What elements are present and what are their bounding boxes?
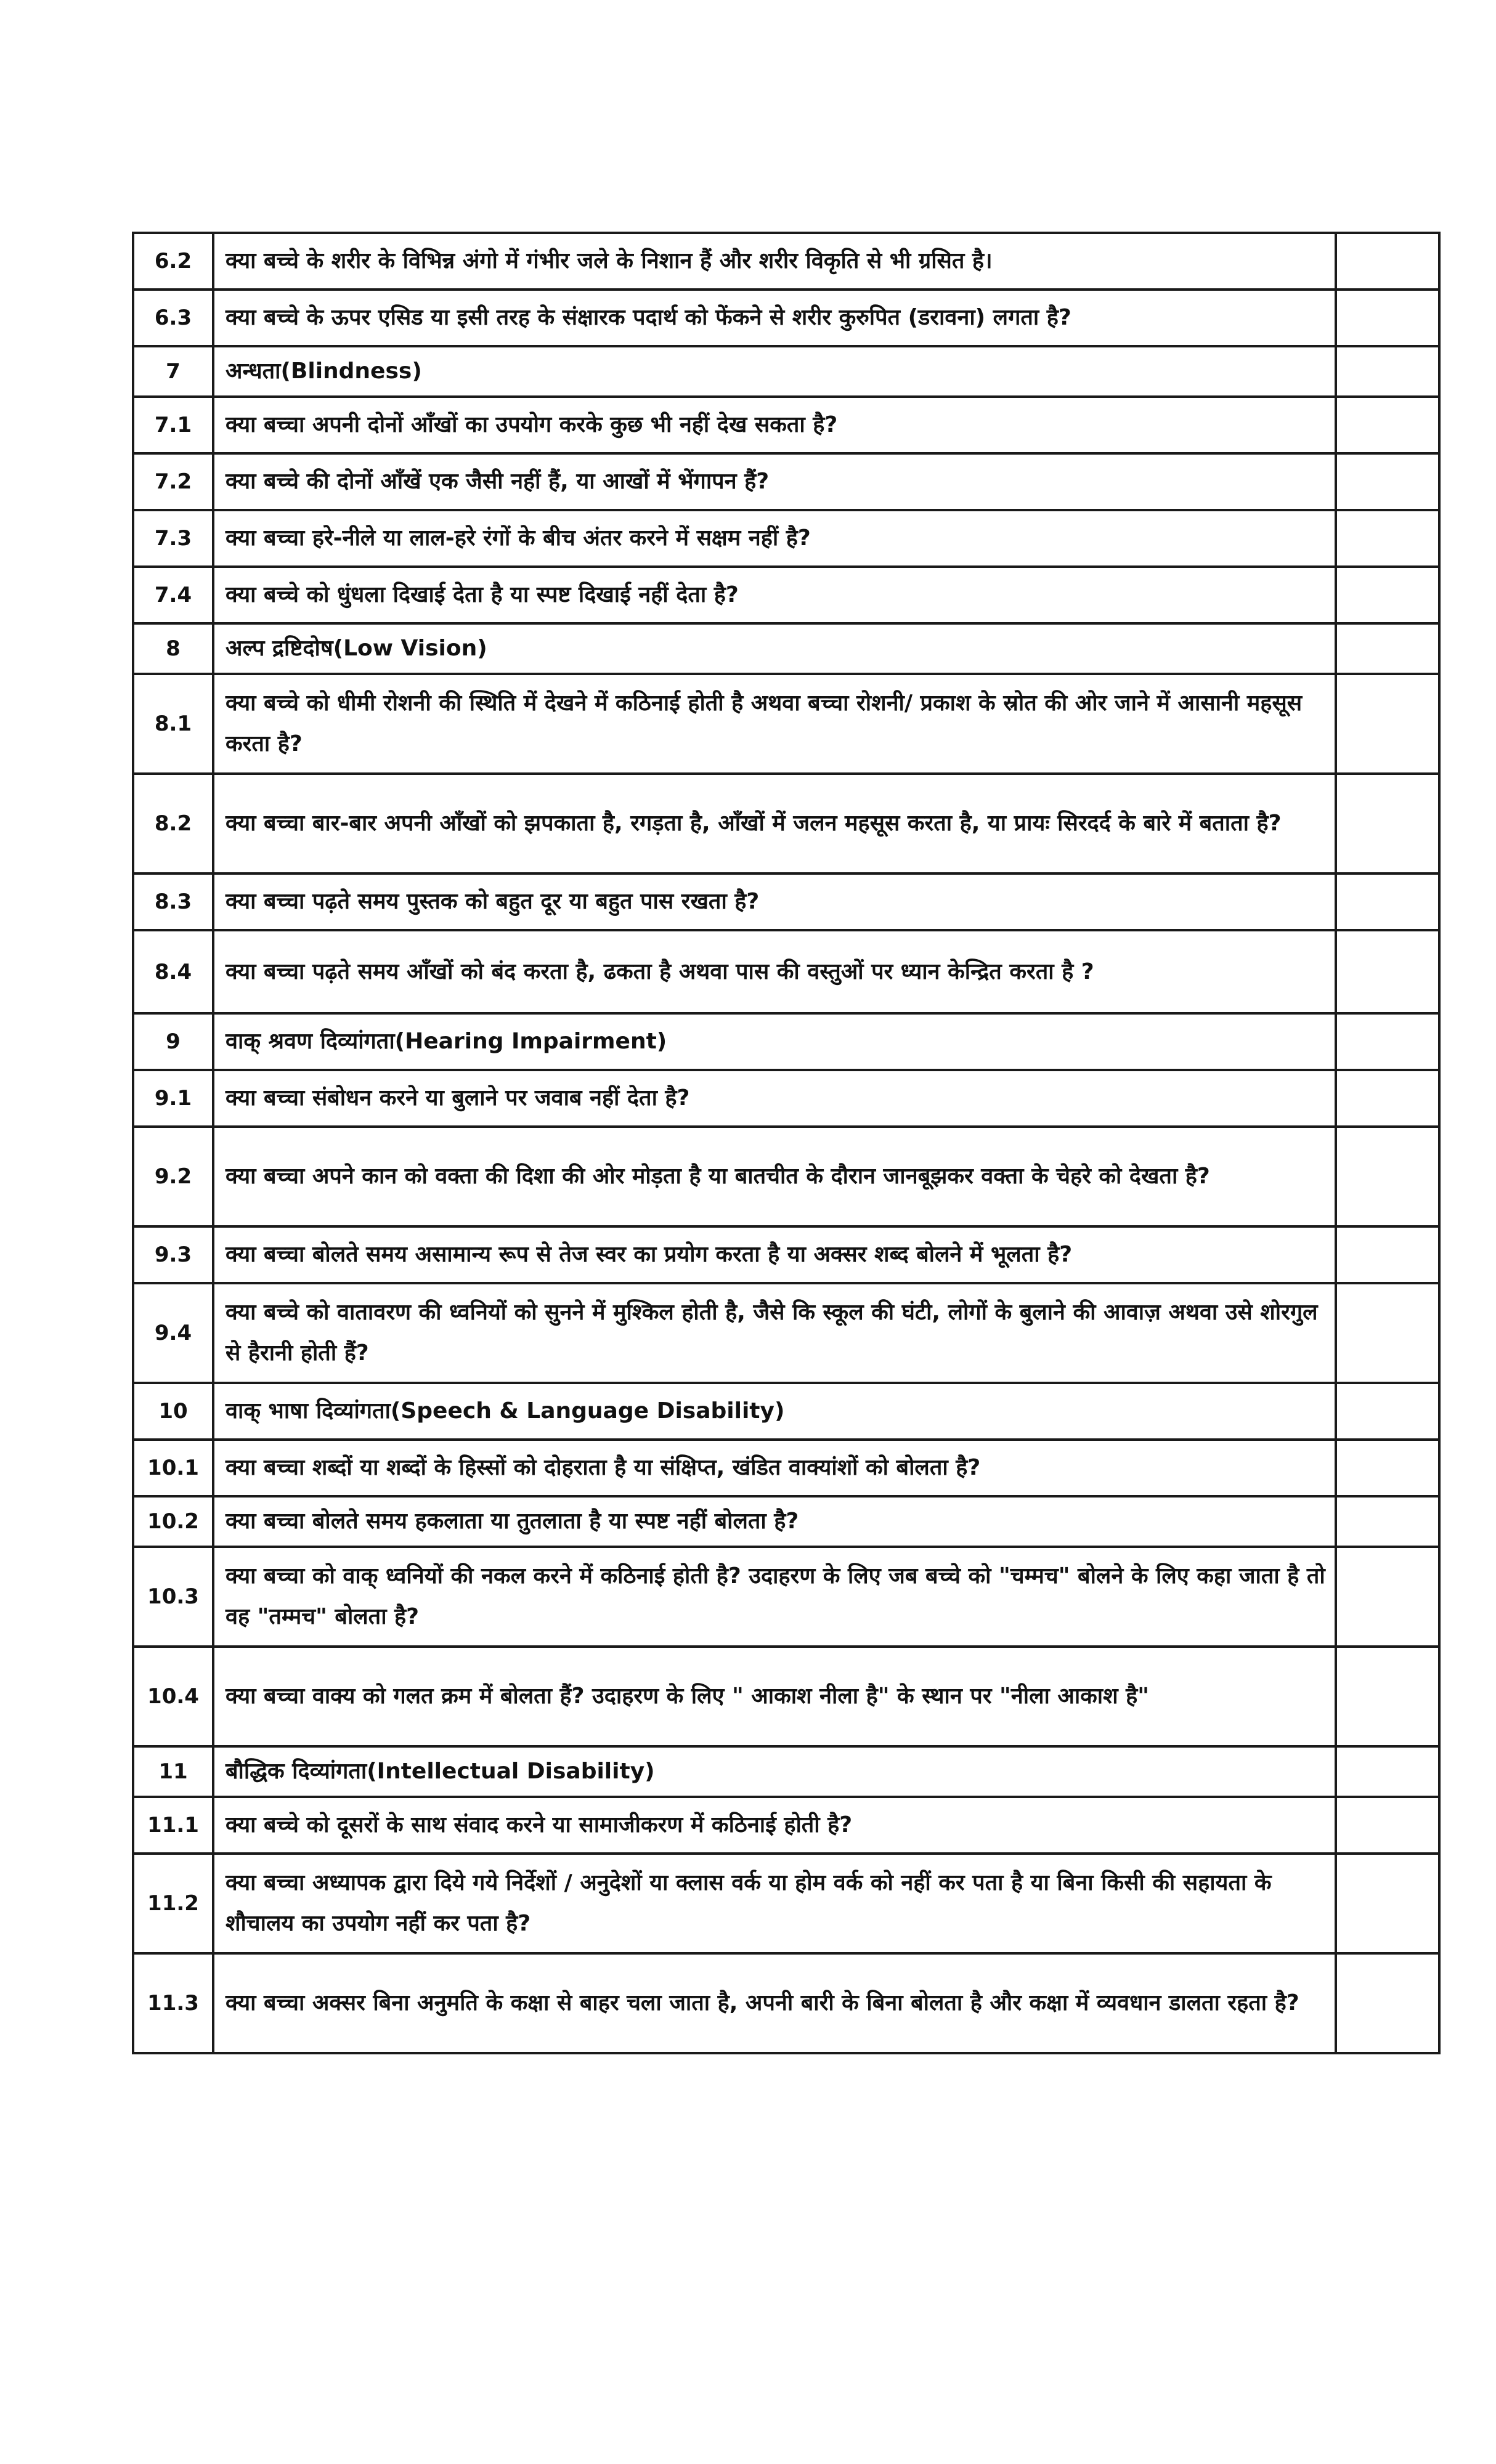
answer-cell[interactable] bbox=[1336, 873, 1439, 930]
answer-cell[interactable] bbox=[1336, 1547, 1439, 1647]
question-row bbox=[133, 1854, 1439, 1953]
answer-cell[interactable] bbox=[1336, 453, 1439, 510]
question-text: क्या बच्चा संबोधन करने या बुलाने पर जवाब नहीं देता है? bbox=[213, 1070, 1336, 1127]
answer-cell[interactable] bbox=[1336, 1226, 1439, 1283]
item-number: 9 bbox=[133, 1013, 213, 1070]
item-number: 9.2 bbox=[133, 1127, 213, 1226]
section-heading: वाक् भाषा दिव्यांगता(Speech & Language Disability) bbox=[213, 1383, 1336, 1440]
item-number: 11.3 bbox=[133, 1953, 213, 2053]
item-number: 10 bbox=[133, 1383, 213, 1440]
section-row bbox=[133, 623, 1439, 674]
item-number: 8.3 bbox=[133, 873, 213, 930]
question-row bbox=[133, 1283, 1439, 1383]
section-row bbox=[133, 1383, 1439, 1440]
answer-cell bbox=[1336, 1013, 1439, 1070]
item-number: 7.1 bbox=[133, 397, 213, 453]
question-text: क्या बच्चे के शरीर के विभिन्न अंगो में गंभीर जले के निशान हैं और शरीर विकृति से भी ग्रसित है। bbox=[213, 233, 1336, 290]
question-text: क्या बच्चा बोलते समय हकलाता या तुतलाता है या स्पष्ट नहीं बोलता है? bbox=[213, 1496, 1336, 1547]
item-number: 10.2 bbox=[133, 1496, 213, 1547]
answer-cell[interactable] bbox=[1336, 774, 1439, 873]
question-text: क्या बच्चा अपने कान को वक्ता की दिशा की ओर मोड़ता है या बातचीत के दौरान जानबूझकर वक्ता के चेहरे को देखता है? bbox=[213, 1127, 1336, 1226]
item-number: 7.3 bbox=[133, 510, 213, 567]
question-text: क्या बच्चा हरे-नीले या लाल-हरे रंगों के बीच अंतर करने में सक्षम नहीं है? bbox=[213, 510, 1336, 567]
item-number: 10.1 bbox=[133, 1440, 213, 1496]
question-text: क्या बच्चा बार-बार अपनी आँखों को झपकाता है, रगड़ता है, आँखों में जलन महसूस करता है, या प्रायः सिरदर्द के बारे में बताता है? bbox=[213, 774, 1336, 873]
answer-cell[interactable] bbox=[1336, 1854, 1439, 1953]
item-number: 8 bbox=[133, 623, 213, 674]
question-row bbox=[133, 1070, 1439, 1127]
question-row bbox=[133, 1440, 1439, 1496]
section-row bbox=[133, 1013, 1439, 1070]
question-text: क्या बच्चा पढ़ते समय आँखों को बंद करता है, ढकता है अथवा पास की वस्तुओं पर ध्यान केन्द्रित करता है ? bbox=[213, 930, 1336, 1013]
section-heading: अन्धता(Blindness) bbox=[213, 346, 1336, 397]
item-number: 8.4 bbox=[133, 930, 213, 1013]
answer-cell bbox=[1336, 623, 1439, 674]
item-number: 9.3 bbox=[133, 1226, 213, 1283]
question-row bbox=[133, 453, 1439, 510]
question-row bbox=[133, 1953, 1439, 2053]
question-text: क्या बच्चे को वातावरण की ध्वनियों को सुनने में मुश्किल होती है, जैसे कि स्कूल की घंटी, लोगों के बुलाने की आवाज़ अथवा उसे शोरगुल से हैरानी होती हैं? bbox=[213, 1283, 1336, 1383]
answer-cell[interactable] bbox=[1336, 1953, 1439, 2053]
answer-cell[interactable] bbox=[1336, 1440, 1439, 1496]
question-text: क्या बच्चे के ऊपर एसिड या इसी तरह के संक्षारक पदार्थ को फेंकने से शरीर कुरुपित (डरावना) लगता है? bbox=[213, 290, 1336, 346]
item-number: 9.1 bbox=[133, 1070, 213, 1127]
question-row bbox=[133, 1496, 1439, 1547]
section-heading: अल्प द्रष्टिदोष(Low Vision) bbox=[213, 623, 1336, 674]
item-number: 8.2 bbox=[133, 774, 213, 873]
question-row bbox=[133, 873, 1439, 930]
question-text: क्या बच्चा अपनी दोनों आँखों का उपयोग करके कुछ भी नहीं देख सकता है? bbox=[213, 397, 1336, 453]
question-row bbox=[133, 674, 1439, 774]
question-row bbox=[133, 567, 1439, 623]
answer-cell[interactable] bbox=[1336, 1797, 1439, 1854]
question-text: क्या बच्चा अक्सर बिना अनुमति के कक्षा से बाहर चला जाता है, अपनी बारी के बिना बोलता है और कक्षा में व्यवधान डालता रहता है? bbox=[213, 1953, 1336, 2053]
question-text: क्या बच्चे की दोनों आँखें एक जैसी नहीं हैं, या आखों में भेंगापन हैं? bbox=[213, 453, 1336, 510]
answer-cell[interactable] bbox=[1336, 233, 1439, 290]
answer-cell[interactable] bbox=[1336, 674, 1439, 774]
question-row bbox=[133, 397, 1439, 453]
item-number: 10.4 bbox=[133, 1647, 213, 1746]
answer-cell[interactable] bbox=[1336, 567, 1439, 623]
question-row bbox=[133, 930, 1439, 1013]
answer-cell[interactable] bbox=[1336, 510, 1439, 567]
question-text: क्या बच्चा को वाक् ध्वनियों की नकल करने में कठिनाई होती है? उदाहरण के लिए जब बच्चे को "चम्मच" बोलने के लिए कहा जाता है तो वह "तम्मच" बोलता है? bbox=[213, 1547, 1336, 1647]
question-text: क्या बच्चा अध्यापक द्वारा दिये गये निर्देशों / अनुदेशों या क्लास वर्क या होम वर्क को नहीं कर पता है या बिना किसी की सहायता के शौचालय का उपयोग नहीं कर पता है? bbox=[213, 1854, 1336, 1953]
item-number: 11.2 bbox=[133, 1854, 213, 1953]
item-number: 6.3 bbox=[133, 290, 213, 346]
question-row bbox=[133, 774, 1439, 873]
questionnaire-body bbox=[133, 233, 1439, 2053]
question-row bbox=[133, 1797, 1439, 1854]
answer-cell[interactable] bbox=[1336, 1127, 1439, 1226]
question-text: क्या बच्चे को दूसरों के साथ संवाद करने या सामाजीकरण में कठिनाई होती है? bbox=[213, 1797, 1336, 1854]
section-heading: वाक् श्रवण दिव्यांगता(Hearing Impairment) bbox=[213, 1013, 1336, 1070]
question-row bbox=[133, 1547, 1439, 1647]
item-number: 10.3 bbox=[133, 1547, 213, 1647]
question-text: क्या बच्चा पढ़ते समय पुस्तक को बहुत दूर या बहुत पास रखता है? bbox=[213, 873, 1336, 930]
question-text: क्या बच्चे को धीमी रोशनी की स्थिति में देखने में कठिनाई होती है अथवा बच्चा रोशनी/ प्रकाश के स्रोत की ओर जाने में आसानी महसूस करता है? bbox=[213, 674, 1336, 774]
answer-cell[interactable] bbox=[1336, 930, 1439, 1013]
questionnaire-table bbox=[132, 232, 1441, 2054]
question-text: क्या बच्चा वाक्य को गलत क्रम में बोलता हैं? उदाहरण के लिए " आकाश नीला है" के स्थान पर "नीला आकाश है" bbox=[213, 1647, 1336, 1746]
answer-cell bbox=[1336, 346, 1439, 397]
section-heading: बौद्धिक दिव्यांगता(Intellectual Disability) bbox=[213, 1746, 1336, 1797]
answer-cell[interactable] bbox=[1336, 290, 1439, 346]
item-number: 7.2 bbox=[133, 453, 213, 510]
answer-cell[interactable] bbox=[1336, 1283, 1439, 1383]
item-number: 9.4 bbox=[133, 1283, 213, 1383]
question-row bbox=[133, 510, 1439, 567]
item-number: 11.1 bbox=[133, 1797, 213, 1854]
item-number: 11 bbox=[133, 1746, 213, 1797]
question-row bbox=[133, 1226, 1439, 1283]
question-row bbox=[133, 233, 1439, 290]
answer-cell[interactable] bbox=[1336, 1496, 1439, 1547]
question-row bbox=[133, 1647, 1439, 1746]
item-number: 8.1 bbox=[133, 674, 213, 774]
question-text: क्या बच्चे को धुंधला दिखाई देता है या स्पष्ट दिखाई नहीं देता है? bbox=[213, 567, 1336, 623]
section-row bbox=[133, 1746, 1439, 1797]
answer-cell bbox=[1336, 1746, 1439, 1797]
item-number: 7.4 bbox=[133, 567, 213, 623]
question-row bbox=[133, 1127, 1439, 1226]
answer-cell bbox=[1336, 1383, 1439, 1440]
section-row bbox=[133, 346, 1439, 397]
question-text: क्या बच्चा बोलते समय असामान्य रूप से तेज स्वर का प्रयोग करता है या अक्सर शब्द बोलने में भूलता है? bbox=[213, 1226, 1336, 1283]
item-number: 7 bbox=[133, 346, 213, 397]
answer-cell[interactable] bbox=[1336, 1647, 1439, 1746]
answer-cell[interactable] bbox=[1336, 397, 1439, 453]
question-text: क्या बच्चा शब्दों या शब्दों के हिस्सों को दोहराता है या संक्षिप्त, खंडित वाक्यांशों को बोलता है? bbox=[213, 1440, 1336, 1496]
item-number: 6.2 bbox=[133, 233, 213, 290]
answer-cell[interactable] bbox=[1336, 1070, 1439, 1127]
question-row bbox=[133, 290, 1439, 346]
